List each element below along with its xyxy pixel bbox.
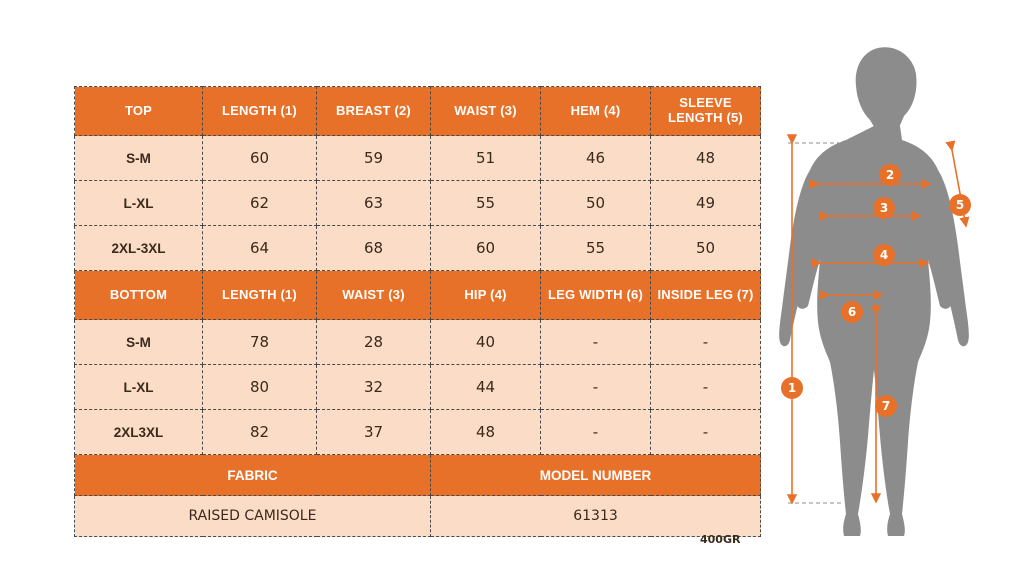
- fabric-weight-note: 400GR: [700, 533, 741, 546]
- bottom-header-row: [75, 271, 761, 320]
- bottom-row-0-value-1: 28: [317, 320, 431, 365]
- fabric-value: RAISED CAMISOLE: [75, 496, 431, 537]
- model-number-header: MODEL NUMBER: [431, 455, 761, 496]
- bottom-row-0-value-0: 78: [203, 320, 317, 365]
- top-row-2-value-4: 50: [651, 226, 761, 271]
- bottom-row-1-value-4: -: [651, 365, 761, 410]
- top-row-2-value-3: 55: [541, 226, 651, 271]
- model-number-value: 61313: [431, 496, 761, 537]
- top-row-0-value-0: 60: [203, 136, 317, 181]
- top-row-1-size: L-XL: [75, 181, 203, 226]
- top-row-1-value-0: 62: [203, 181, 317, 226]
- bottom-row-0-size: S-M: [75, 320, 203, 365]
- measurement-arrows-icon: [770, 40, 1024, 570]
- top-row-1-value-3: 50: [541, 181, 651, 226]
- bottom-row-2-value-2: 48: [431, 410, 541, 455]
- bottom-row-0-value-3: -: [541, 320, 651, 365]
- bottom-row-1-size: L-XL: [75, 365, 203, 410]
- top-row-0-value-4: 48: [651, 136, 761, 181]
- measurement-badge-1: 1: [782, 378, 802, 398]
- bottom-row-1-value-2: 44: [431, 365, 541, 410]
- top-row-1-value-1: 63: [317, 181, 431, 226]
- table-row: [75, 226, 761, 271]
- bottom-header-cell-1: LENGTH (1): [203, 271, 317, 320]
- top-row-0-value-3: 46: [541, 136, 651, 181]
- bottom-row-0-value-2: 40: [431, 320, 541, 365]
- bottom-header-cell-4: LEG WIDTH (6): [541, 271, 651, 320]
- top-row-0-value-2: 51: [431, 136, 541, 181]
- table-row: [75, 365, 761, 410]
- top-header-cell-0: TOP: [75, 87, 203, 136]
- top-row-0-size: S-M: [75, 136, 203, 181]
- size-chart-table: [74, 86, 761, 537]
- top-header-cell-4: HEM (4): [541, 87, 651, 136]
- measurement-badge-3: 3: [874, 198, 894, 218]
- top-row-2-value-1: 68: [317, 226, 431, 271]
- table-row: [75, 181, 761, 226]
- bottom-row-2-value-3: -: [541, 410, 651, 455]
- bottom-row-2-value-1: 37: [317, 410, 431, 455]
- measurement-badge-5: 5: [950, 195, 970, 215]
- bottom-row-1-value-0: 80: [203, 365, 317, 410]
- top-row-0-value-1: 59: [317, 136, 431, 181]
- measurement-badge-6: 6: [842, 302, 862, 322]
- bottom-row-2-value-4: -: [651, 410, 761, 455]
- top-header-row: [75, 87, 761, 136]
- top-header-cell-1: LENGTH (1): [203, 87, 317, 136]
- table-row: [75, 410, 761, 455]
- measurement-badge-2: 2: [880, 165, 900, 185]
- top-header-cell-5: SLEEVE LENGTH (5): [651, 87, 761, 136]
- top-row-2-size: 2XL-3XL: [75, 226, 203, 271]
- bottom-row-2-size: 2XL3XL: [75, 410, 203, 455]
- bottom-header-cell-0: BOTTOM: [75, 271, 203, 320]
- bottom-row-0-value-4: -: [651, 320, 761, 365]
- bottom-row-2-value-0: 82: [203, 410, 317, 455]
- bottom-row-1-value-3: -: [541, 365, 651, 410]
- footer-value-row: [75, 496, 761, 537]
- top-row-2-value-2: 60: [431, 226, 541, 271]
- fabric-header: FABRIC: [75, 455, 431, 496]
- footer-header-row: [75, 455, 761, 496]
- bottom-header-cell-5: INSIDE LEG (7): [651, 271, 761, 320]
- table-row: [75, 136, 761, 181]
- measurement-badge-4: 4: [874, 245, 894, 265]
- bottom-header-cell-2: WAIST (3): [317, 271, 431, 320]
- bottom-header-cell-3: HIP (4): [431, 271, 541, 320]
- measurement-badge-7: 7: [876, 396, 896, 416]
- top-row-2-value-0: 64: [203, 226, 317, 271]
- top-row-1-value-4: 49: [651, 181, 761, 226]
- top-row-1-value-2: 55: [431, 181, 541, 226]
- bottom-row-1-value-1: 32: [317, 365, 431, 410]
- top-header-cell-3: WAIST (3): [431, 87, 541, 136]
- measurement-figure: [770, 40, 1024, 570]
- top-header-cell-2: BREAST (2): [317, 87, 431, 136]
- table-row: [75, 320, 761, 365]
